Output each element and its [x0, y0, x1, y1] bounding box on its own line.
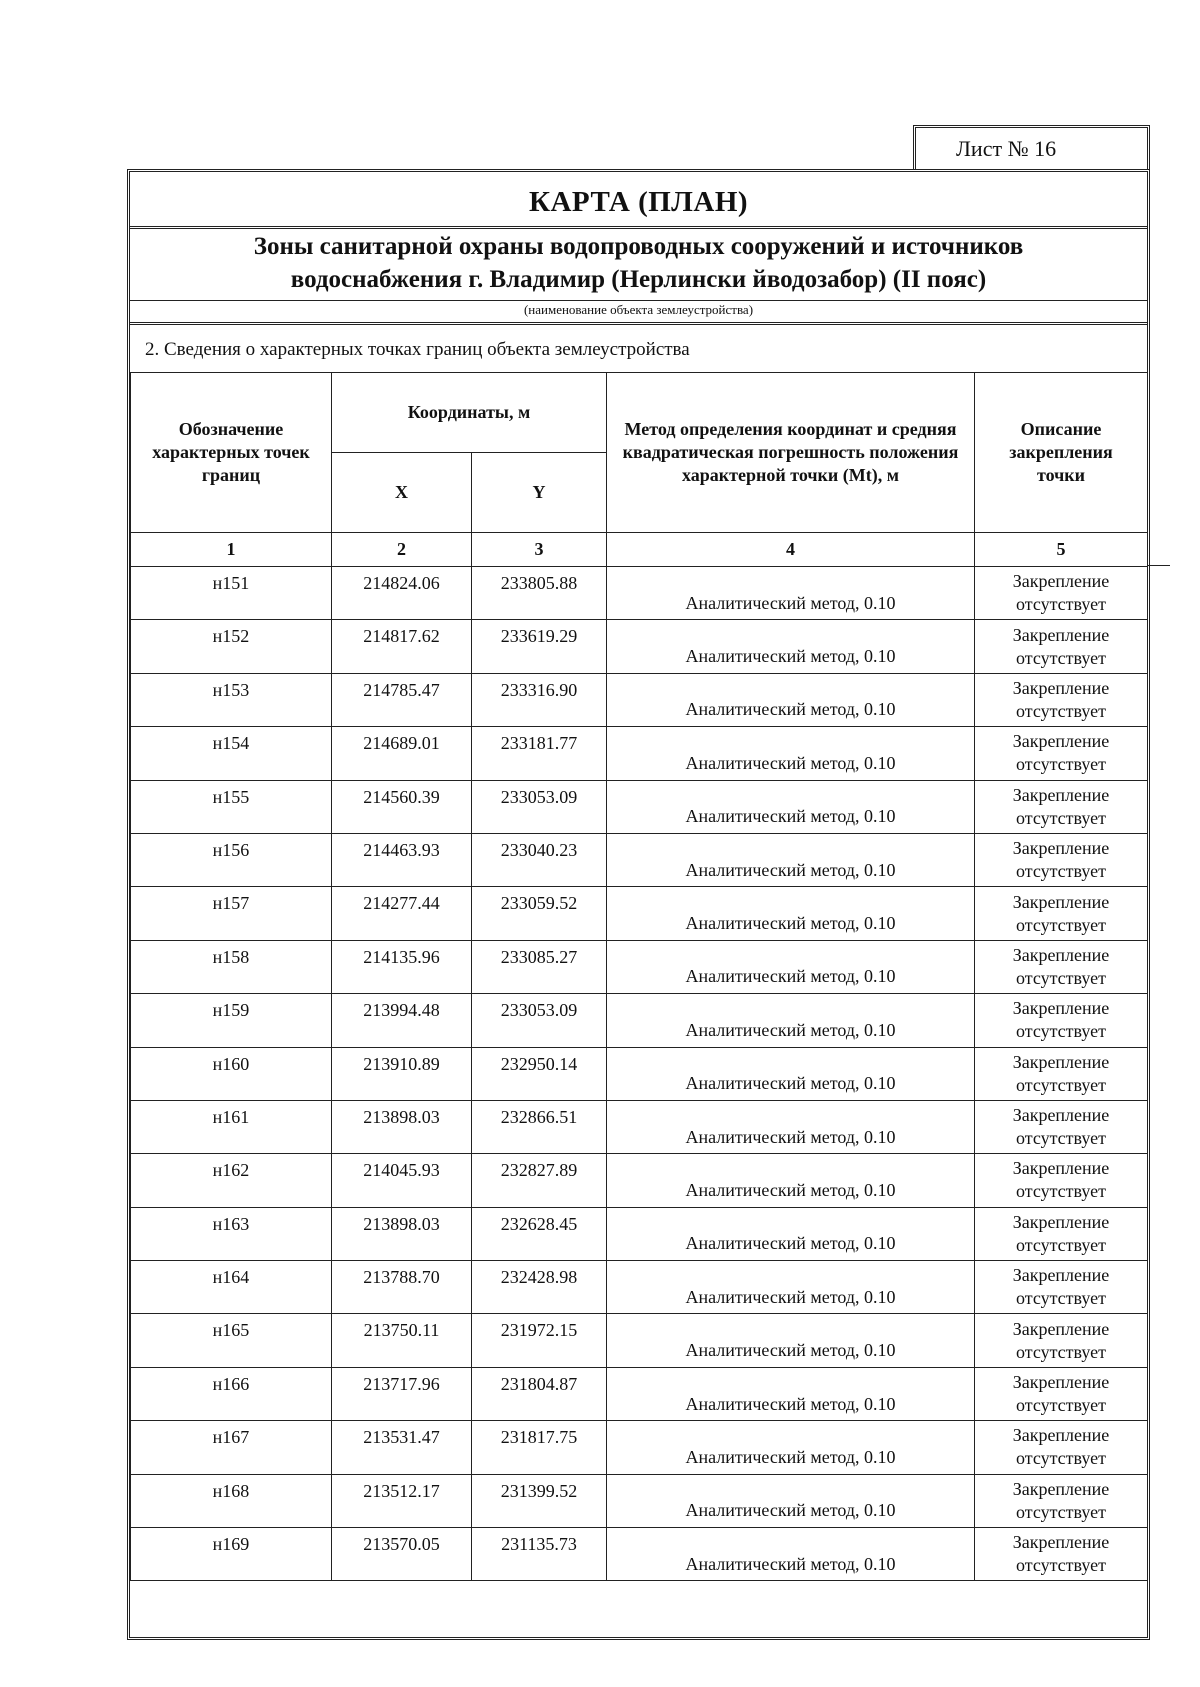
fixing-line-2: отсутствует [1015, 1555, 1107, 1576]
method-description: Аналитический метод, 0.10 [607, 1528, 975, 1581]
table-row [131, 994, 1148, 1047]
point-designation: н163 [131, 1207, 332, 1260]
fixing-line-1: Закрепление [1012, 1105, 1110, 1126]
column-number: 4 [607, 533, 975, 567]
fixing-description [975, 567, 1148, 620]
fixing-line-1: Закрепление [1012, 891, 1110, 912]
method-description: Аналитический метод, 0.10 [607, 1100, 975, 1153]
method-description: Аналитический метод, 0.10 [607, 994, 975, 1047]
table-row [131, 1528, 1148, 1581]
fixing-line-2: отсутствует [1015, 1181, 1107, 1202]
point-designation: н155 [131, 780, 332, 833]
coordinate-y: 233053.09 [472, 994, 607, 1047]
fixing-line-2: отсутствует [1015, 1074, 1107, 1095]
coordinate-y: 233805.88 [472, 567, 607, 620]
column-number: 1 [131, 533, 332, 567]
point-designation: н154 [131, 727, 332, 780]
coordinate-y: 232428.98 [472, 1261, 607, 1314]
coordinate-y: 232827.89 [472, 1154, 607, 1207]
coordinate-x: 213994.48 [332, 994, 472, 1047]
coordinate-x: 213531.47 [332, 1421, 472, 1474]
method-description: Аналитический метод, 0.10 [607, 1261, 975, 1314]
fixing-description [975, 1207, 1148, 1260]
fixing-line-2: отсутствует [1015, 1128, 1107, 1149]
fixing-line-2: отсутствует [1015, 1288, 1107, 1309]
header-y: Y [472, 453, 607, 533]
method-description: Аналитический метод, 0.10 [607, 567, 975, 620]
fixing-line-2: отсутствует [1015, 1501, 1107, 1522]
fixing-description [975, 833, 1148, 886]
fixing-line-1: Закрепление [1012, 1372, 1110, 1393]
points-table-body [131, 567, 1148, 1581]
section-title: 2. Сведения о характерных точках границ объекта землеустройства [145, 339, 690, 360]
coordinate-x: 214560.39 [332, 780, 472, 833]
coordinate-x: 213570.05 [332, 1528, 472, 1581]
table-row [131, 620, 1148, 673]
fixing-description [975, 887, 1148, 940]
point-designation: н166 [131, 1367, 332, 1420]
table-row [131, 1474, 1148, 1527]
point-designation: н161 [131, 1100, 332, 1153]
method-description: Аналитический метод, 0.10 [607, 940, 975, 993]
coordinate-y: 231817.75 [472, 1421, 607, 1474]
fixing-line-1: Закрепление [1012, 1265, 1110, 1286]
table-row [131, 780, 1148, 833]
table-row [131, 727, 1148, 780]
coordinate-y: 233040.23 [472, 833, 607, 886]
table-row [131, 1314, 1148, 1367]
method-description: Аналитический метод, 0.10 [607, 1207, 975, 1260]
fixing-description [975, 1100, 1148, 1153]
table-edge-line [1147, 565, 1170, 566]
fixing-description [975, 1528, 1148, 1581]
fixing-line-1: Закрепление [1012, 1318, 1110, 1339]
fixing-line-1: Закрепление [1012, 998, 1110, 1019]
fixing-line-1: Закрепление [1012, 677, 1110, 698]
coordinate-x: 213788.70 [332, 1261, 472, 1314]
fixing-description [975, 780, 1148, 833]
coordinate-y: 232866.51 [472, 1100, 607, 1153]
coordinate-x: 213898.03 [332, 1207, 472, 1260]
fixing-description [975, 1154, 1148, 1207]
method-description: Аналитический метод, 0.10 [607, 1474, 975, 1527]
table-row [131, 940, 1148, 993]
object-name-line-1: Зоны санитарной охраны водопроводных сооружений и источников [253, 233, 1024, 260]
point-designation: н169 [131, 1528, 332, 1581]
coordinate-y: 232628.45 [472, 1207, 607, 1260]
column-number: 3 [472, 533, 607, 567]
fixing-line-1: Закрепление [1012, 1478, 1110, 1499]
fixing-line-1: Закрепление [1012, 944, 1110, 965]
method-description: Аналитический метод, 0.10 [607, 1367, 975, 1420]
method-description: Аналитический метод, 0.10 [607, 620, 975, 673]
coordinate-x: 213898.03 [332, 1100, 472, 1153]
page-title: КАРТА (ПЛАН) [528, 186, 749, 218]
header-method: Метод определения координат и средняя квадратическая погрешность положения характерной точки (Mt), м [607, 373, 975, 533]
fixing-line-2: отсутствует [1015, 647, 1107, 668]
fixing-description [975, 620, 1148, 673]
table-row [131, 887, 1148, 940]
table-row [131, 833, 1148, 886]
point-designation: н158 [131, 940, 332, 993]
fixing-line-1: Закрепление [1012, 1051, 1110, 1072]
method-description: Аналитический метод, 0.10 [607, 780, 975, 833]
coordinate-x: 214817.62 [332, 620, 472, 673]
coordinate-y: 232950.14 [472, 1047, 607, 1100]
method-description: Аналитический метод, 0.10 [607, 1047, 975, 1100]
fixing-line-1: Закрепление [1012, 571, 1110, 592]
fixing-line-1: Закрепление [1012, 784, 1110, 805]
coordinate-y: 231399.52 [472, 1474, 607, 1527]
point-designation: н168 [131, 1474, 332, 1527]
column-number: 2 [332, 533, 472, 567]
method-description: Аналитический метод, 0.10 [607, 727, 975, 780]
fixing-line-2: отсутствует [1015, 1448, 1107, 1469]
coordinate-x: 213750.11 [332, 1314, 472, 1367]
point-designation: н160 [131, 1047, 332, 1100]
coordinate-x: 214689.01 [332, 727, 472, 780]
fixing-line-2: отсутствует [1015, 807, 1107, 828]
coordinate-y: 231972.15 [472, 1314, 607, 1367]
method-description: Аналитический метод, 0.10 [607, 887, 975, 940]
fixing-line-2: отсутствует [1015, 700, 1107, 721]
divider [130, 322, 1147, 325]
fixing-description [975, 1261, 1148, 1314]
fixing-description [975, 1474, 1148, 1527]
point-designation: н159 [131, 994, 332, 1047]
divider [130, 300, 1147, 301]
table-row [131, 1261, 1148, 1314]
coordinate-y: 233053.09 [472, 780, 607, 833]
table-row [131, 673, 1148, 726]
object-name-line-2: водоснабжения г. Владимир (Нерлински йводозабор) (II пояс) [290, 266, 987, 293]
fixing-line-1: Закрепление [1012, 731, 1110, 752]
document-frame [127, 169, 1150, 1640]
method-description: Аналитический метод, 0.10 [607, 1154, 975, 1207]
fixing-description [975, 673, 1148, 726]
object-caption: (наименование объекта землеустройства) [523, 302, 754, 317]
coordinate-y: 233316.90 [472, 673, 607, 726]
coordinate-x: 214045.93 [332, 1154, 472, 1207]
method-description: Аналитический метод, 0.10 [607, 673, 975, 726]
header-fixing: Описание закрепления точки [975, 373, 1148, 533]
column-number: 5 [975, 533, 1148, 567]
fixing-line-1: Закрепление [1012, 1425, 1110, 1446]
fixing-line-2: отсутствует [1015, 1234, 1107, 1255]
coordinate-x: 214277.44 [332, 887, 472, 940]
fixing-description [975, 940, 1148, 993]
divider [130, 226, 1147, 229]
method-description: Аналитический метод, 0.10 [607, 1314, 975, 1367]
fixing-line-2: отсутствует [1015, 914, 1107, 935]
fixing-line-1: Закрепление [1012, 624, 1110, 645]
table-row [131, 1100, 1148, 1153]
table-row [131, 1207, 1148, 1260]
point-designation: н152 [131, 620, 332, 673]
fixing-line-2: отсутствует [1015, 1395, 1107, 1416]
fixing-line-2: отсутствует [1015, 861, 1107, 882]
object-name [130, 230, 1147, 296]
table-row [131, 567, 1148, 620]
coordinate-y: 233619.29 [472, 620, 607, 673]
table-row [131, 1047, 1148, 1100]
fixing-description [975, 1314, 1148, 1367]
coordinate-x: 213512.17 [332, 1474, 472, 1527]
coordinate-y: 231135.73 [472, 1528, 607, 1581]
fixing-line-2: отсутствует [1015, 1341, 1107, 1362]
fixing-line-1: Закрепление [1012, 838, 1110, 859]
header-designation: Обозначение характерных точек границ [131, 373, 332, 533]
method-description: Аналитический метод, 0.10 [607, 1421, 975, 1474]
point-designation: н167 [131, 1421, 332, 1474]
sheet-number-box [913, 125, 1150, 170]
points-table [130, 372, 1148, 1581]
coordinate-x: 214824.06 [332, 567, 472, 620]
coordinate-y: 233059.52 [472, 887, 607, 940]
fixing-description [975, 994, 1148, 1047]
coordinate-y: 233085.27 [472, 940, 607, 993]
coordinate-x: 213717.96 [332, 1367, 472, 1420]
coordinate-x: 213910.89 [332, 1047, 472, 1100]
fixing-description [975, 1367, 1148, 1420]
point-designation: н156 [131, 833, 332, 886]
table-row [131, 1421, 1148, 1474]
fixing-description [975, 1421, 1148, 1474]
point-designation: н153 [131, 673, 332, 726]
fixing-line-1: Закрепление [1012, 1211, 1110, 1232]
sheet-number: Лист № 16 [956, 136, 1057, 161]
coordinate-y: 231804.87 [472, 1367, 607, 1420]
method-description: Аналитический метод, 0.10 [607, 833, 975, 886]
coordinate-x: 214785.47 [332, 673, 472, 726]
fixing-line-1: Закрепление [1012, 1532, 1110, 1553]
point-designation: н151 [131, 567, 332, 620]
fixing-line-1: Закрепление [1012, 1158, 1110, 1179]
point-designation: н164 [131, 1261, 332, 1314]
fixing-line-2: отсутствует [1015, 754, 1107, 775]
table-row [131, 1367, 1148, 1420]
header-x: X [332, 453, 472, 533]
coordinate-y: 233181.77 [472, 727, 607, 780]
fixing-line-2: отсутствует [1015, 967, 1107, 988]
fixing-description [975, 727, 1148, 780]
coordinate-x: 214463.93 [332, 833, 472, 886]
table-row [131, 1154, 1148, 1207]
point-designation: н165 [131, 1314, 332, 1367]
coordinate-x: 214135.96 [332, 940, 472, 993]
fixing-description [975, 1047, 1148, 1100]
fixing-line-2: отсутствует [1015, 594, 1107, 615]
header-coordinates: Координаты, м [332, 373, 607, 453]
point-designation: н157 [131, 887, 332, 940]
point-designation: н162 [131, 1154, 332, 1207]
fixing-line-2: отсутствует [1015, 1021, 1107, 1042]
